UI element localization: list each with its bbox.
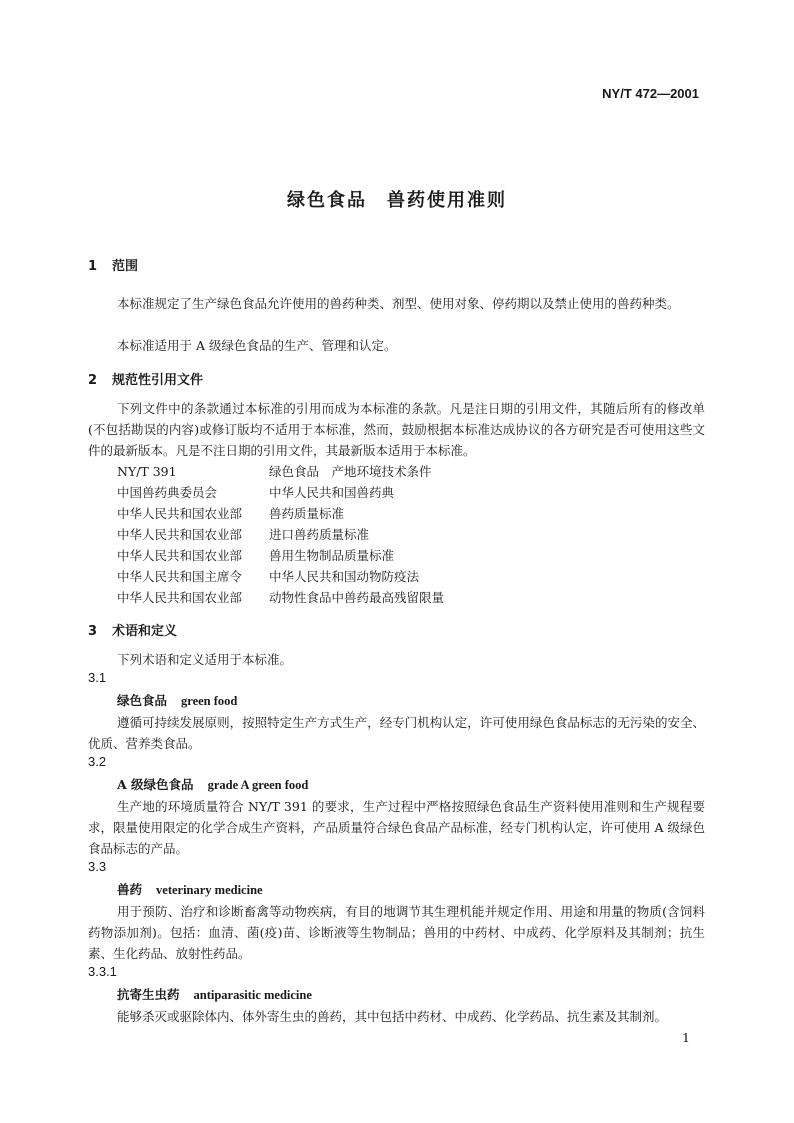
document-title: 绿色食品 兽药使用准则 <box>287 190 507 211</box>
section-1-heading <box>88 255 138 274</box>
reference-item <box>117 566 419 587</box>
reference-doc: 进口兽药质量标准 <box>269 527 370 542</box>
term-zh: 抗寄生虫药 <box>117 987 180 1002</box>
term-number: 3.2 <box>88 754 107 769</box>
term-heading <box>117 985 312 1003</box>
reference-item <box>117 545 394 566</box>
scope-paragraph-1: 本标准规定了生产绿色食品允许使用的兽药种类、剂型、使用对象、停药期以及禁止使用的兽药种类。 <box>117 296 680 311</box>
scope-paragraph-2: 本标准适用于 A 级绿色食品的生产、管理和认定。 <box>117 338 397 353</box>
references-intro-paragraph: 下列文件中的条款通过本标准的引用而成为本标准的条款。凡是注日期的引用文件，其随后所有的修改单(不包括勘误的内容)或修订版均不适用于本标准，然而，鼓励根据本标准达成协议的各方研究是否可使用这些文件的最新版本。凡是不注日期的引用文件，其最新版本适用于本标准。 <box>88 401 705 458</box>
reference-item <box>117 461 432 482</box>
term-definition: 能够杀灭或驱除体内、体外寄生虫的兽药，其中包括中药材、中成药、化学药品、抗生素及其制剂。 <box>117 1009 668 1024</box>
reference-org: 中华人民共和国农业部 <box>117 527 243 542</box>
reference-doc: 兽用生物制品质量标准 <box>269 548 395 563</box>
reference-doc: 中华人民共和国动物防疫法 <box>269 569 420 584</box>
reference-item <box>117 482 394 503</box>
term-heading <box>117 691 237 709</box>
section-title: 范围 <box>112 259 139 274</box>
term-en: veterinary medicine <box>156 883 263 897</box>
section-number: 1 <box>88 259 98 274</box>
term-en: antiparasitic medicine <box>193 988 312 1002</box>
term-en: green food <box>181 694 238 708</box>
reference-org: NY/T 391 <box>117 464 177 479</box>
term-number: 3.3.1 <box>88 964 117 979</box>
reference-org: 中华人民共和国农业部 <box>117 506 243 521</box>
section-number: 3 <box>88 624 98 639</box>
terms-intro-paragraph: 下列术语和定义适用于本标准。 <box>117 652 293 667</box>
reference-org: 中华人民共和国农业部 <box>117 548 243 563</box>
section-title: 术语和定义 <box>112 624 178 639</box>
standard-code: NY/T 472—2001 <box>602 86 699 101</box>
reference-doc: 绿色食品 产地环境技术条件 <box>269 464 432 479</box>
term-definition: 遵循可持续发展原则，按照特定生产方式生产，经专门机构认定，许可使用绿色食品标志的无污染的安全、优质、营养类食品。 <box>88 715 705 751</box>
section-3-heading <box>88 620 177 639</box>
reference-item <box>117 503 344 524</box>
reference-org: 中华人民共和国农业部 <box>117 590 243 605</box>
section-title: 规范性引用文件 <box>112 373 204 388</box>
reference-doc: 兽药质量标准 <box>269 506 345 521</box>
term-definition: 用于预防、治疗和诊断畜禽等动物疾病，有目的地调节其生理机能并规定作用、用途和用量的物质(含饲料药物添加剂)。包括：血清、菌(疫)苗、诊断液等生物制品；兽用的中药材、中成药、化学原料及其制剂；抗生素、生化药品、放射性药品。 <box>88 904 705 961</box>
term-heading <box>117 880 263 898</box>
reference-org: 中国兽药典委员会 <box>117 485 218 500</box>
term-definition: 生产地的环境质量符合 NY/T 391 的要求，生产过程中严格按照绿色食品生产资料使用准则和生产规程要求，限量使用限定的化学合成生产资料，产品质量符合绿色食品产品标准，经专门机构认定，许可使用 A 级绿色食品标志的产品。 <box>88 799 705 856</box>
term-number: 3.1 <box>88 670 107 685</box>
term-number: 3.3 <box>88 859 107 874</box>
term-zh: 绿色食品 <box>117 693 168 708</box>
term-heading <box>117 775 308 793</box>
section-number: 2 <box>88 373 98 388</box>
reference-item <box>117 587 444 608</box>
reference-doc: 动物性食品中兽药最高残留限量 <box>269 590 445 605</box>
reference-doc: 中华人民共和国兽药典 <box>269 485 395 500</box>
reference-item <box>117 524 369 545</box>
section-2-heading <box>88 369 203 388</box>
page-number: 1 <box>682 1030 690 1045</box>
term-zh: A 级绿色食品 <box>117 777 194 792</box>
term-zh: 兽药 <box>117 882 143 897</box>
term-en: grade A green food <box>207 778 309 792</box>
reference-org: 中华人民共和国主席令 <box>117 569 243 584</box>
